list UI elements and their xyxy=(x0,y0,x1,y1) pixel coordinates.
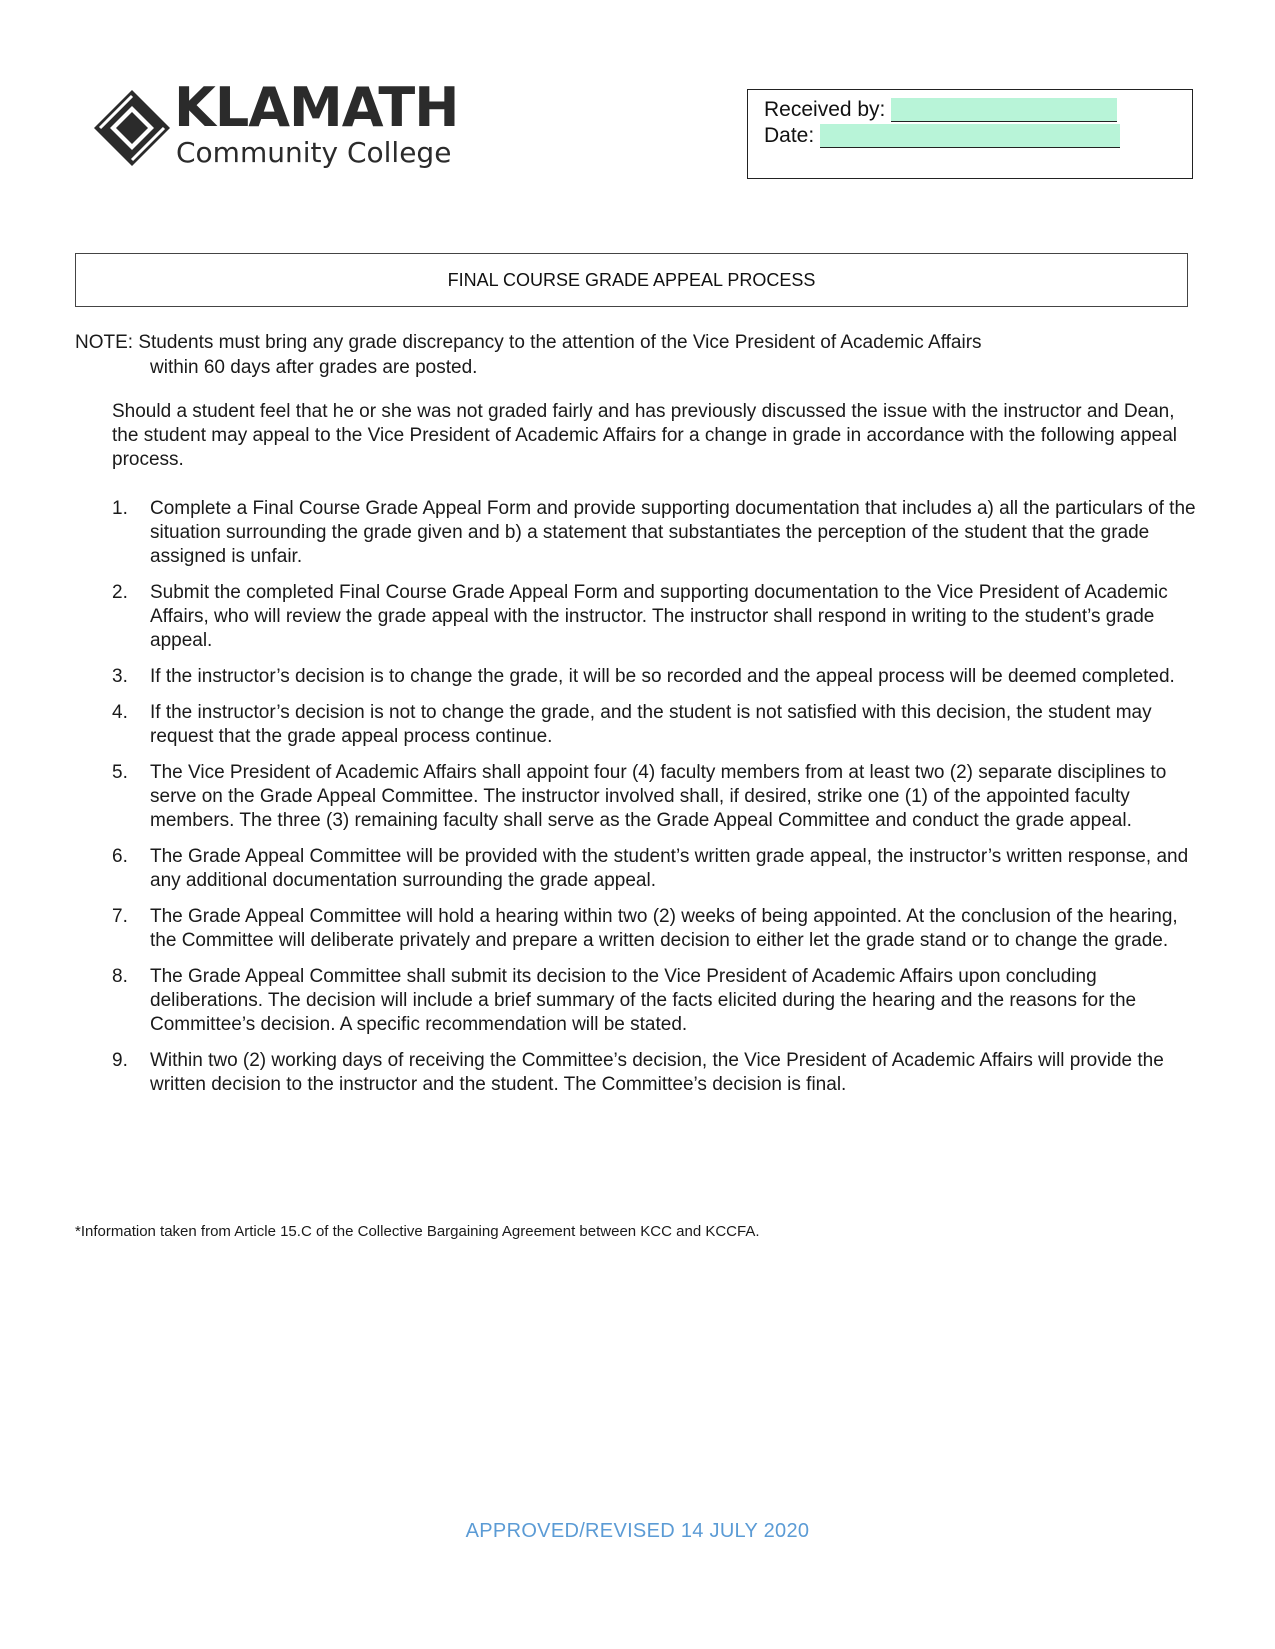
list-item xyxy=(112,665,1202,689)
note-line2: within 60 days after grades are posted. xyxy=(150,357,478,378)
note-paragraph xyxy=(75,330,1205,355)
step-number: 7. xyxy=(112,906,128,927)
list-item xyxy=(112,761,1202,833)
list-item xyxy=(112,581,1202,653)
logo-diamond-icon xyxy=(92,88,172,168)
list-item xyxy=(112,1049,1202,1097)
date-field[interactable] xyxy=(820,124,1120,148)
date-label: Date: xyxy=(764,124,815,147)
note-line1: Students must bring any grade discrepancy to the attention of the Vice President of Academic Affairs xyxy=(138,332,982,353)
logo-wordmark: KLAMATH xyxy=(174,76,459,139)
step-text: The Grade Appeal Committee shall submit its decision to the Vice President of Academic Affairs upon concluding deliberations. The decision will include a brief summary of the facts elicited during the hearing and the reasons for the Committee’s decision. A specific recommendation will be stated. xyxy=(150,966,1137,1035)
list-item xyxy=(112,905,1202,953)
step-text: The Vice President of Academic Affairs shall appoint four (4) faculty members from at least two (2) separate disciplines to serve on the Grade Appeal Committee. The instructor involved shall, if desired, strike one (1) of the appointed faculty members. The three (3) remaining faculty shall serve as the Grade Appeal Committee and conduct the grade appeal. xyxy=(150,762,1167,831)
step-text: Submit the completed Final Course Grade Appeal Form and supporting documentation to the Vice President of Academic Affairs, who will review the grade appeal with the instructor. The instructor shall respond in writing to the student’s grade appeal. xyxy=(150,582,1168,651)
step-number: 1. xyxy=(112,498,128,519)
note-prefix: NOTE: xyxy=(75,332,134,353)
step-text: Complete a Final Course Grade Appeal Form and provide supporting documentation that includes a) all the particulars of the situation surrounding the grade given and b) a statement that substantiates the perception of the student that the grade assigned is unfair. xyxy=(150,498,1196,567)
step-text: If the instructor’s decision is to change the grade, it will be so recorded and the appeal process will be deemed completed. xyxy=(150,666,1175,687)
footnote: *Information taken from Article 15.C of the Collective Bargaining Agreement between KCC and KCCFA. xyxy=(75,1223,760,1240)
received-by-row xyxy=(764,98,1117,122)
list-item xyxy=(112,965,1202,1037)
step-text: The Grade Appeal Committee will hold a hearing within two (2) weeks of being appointed. At the conclusion of the hearing, the Committee will deliberate privately and prepare a written decision to either let the grade stand or to change the grade. xyxy=(150,906,1178,951)
list-item xyxy=(112,497,1202,569)
step-text: If the instructor’s decision is not to change the grade, and the student is not satisfied with this decision, the student may request that the grade appeal process continue. xyxy=(150,702,1152,747)
appeal-steps-list xyxy=(112,497,1202,1109)
received-by-field[interactable] xyxy=(891,98,1117,122)
step-text: The Grade Appeal Committee will be provided with the student’s written grade appeal, the instructor’s written response, and any additional documentation surrounding the grade appeal. xyxy=(150,846,1189,891)
received-box xyxy=(747,89,1193,179)
logo-subtitle: Community College xyxy=(176,136,452,169)
step-number: 3. xyxy=(112,666,128,687)
step-number: 6. xyxy=(112,846,128,867)
date-row xyxy=(764,124,1120,148)
step-text: Within two (2) working days of receiving the Committee’s decision, the Vice President of Academic Affairs will provide the written decision to the instructor and the student. The Committee’s decision is final. xyxy=(150,1050,1164,1095)
step-number: 9. xyxy=(112,1050,128,1071)
step-number: 8. xyxy=(112,966,128,987)
list-item xyxy=(112,845,1202,893)
received-by-label: Received by: xyxy=(764,98,886,121)
intro-paragraph: Should a student feel that he or she was not graded fairly and has previously discussed the issue with the instructor and Dean, the student may appeal to the Vice President of Academic Affairs for a change in grade in accordance with the following appeal process. xyxy=(112,401,1178,470)
step-number: 4. xyxy=(112,702,128,723)
step-number: 2. xyxy=(112,582,128,603)
college-logo xyxy=(92,76,472,176)
approved-revised-footer: APPROVED/REVISED 14 JULY 2020 xyxy=(465,1520,810,1542)
step-number: 5. xyxy=(112,762,128,783)
page-title: FINAL COURSE GRADE APPEAL PROCESS xyxy=(75,253,1188,307)
list-item xyxy=(112,701,1202,749)
